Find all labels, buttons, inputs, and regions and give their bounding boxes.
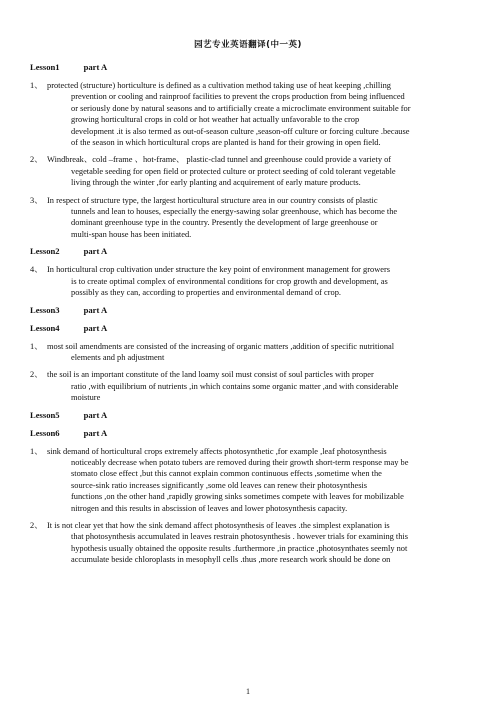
text-line: sink demand of horticultural crops extremely affects photosynthetic ,for example ,leaf photosynthesis — [47, 446, 387, 456]
paragraph-text — [47, 520, 470, 566]
text-line: possibly as they can, according to properties and environmental demand of crop. — [71, 288, 342, 298]
lesson-heading — [30, 427, 470, 440]
paragraph-text — [47, 195, 470, 241]
text-line: development .it is also termed as out-of-season culture ,season-off culture or forcing culture .because — [71, 126, 410, 136]
text-line: functions ,on the other hand ,rapidly growing sinks sometimes compete with leaves for mobilizable — [71, 492, 404, 502]
numbered-paragraph — [30, 264, 470, 298]
paragraph-text — [47, 446, 470, 514]
lesson-heading — [30, 61, 470, 74]
text-line: living through the winter ,for early planting and acquirement of early mature products. — [71, 178, 361, 188]
paragraph-number: 1、 — [30, 446, 43, 456]
paragraph-text — [47, 80, 470, 148]
text-line: It is not clear yet that how the sink demand affect photosynthesis of leaves .the simplest explanation is — [47, 520, 390, 530]
text-line: dominant greenhouse type in the country. Presently the development of large greenhouse or — [71, 218, 378, 228]
paragraph-number: 1、 — [30, 341, 43, 351]
text-line: stomato close effect ,but this cannot explain common continuous effects ,sometime when the — [71, 469, 382, 479]
text-line: elements and ph adjustment — [71, 352, 165, 362]
numbered-paragraph — [30, 195, 470, 241]
numbered-paragraph — [30, 369, 470, 403]
text-line: multi-span house has been initiated. — [71, 229, 192, 239]
lesson-heading — [30, 304, 470, 317]
numbered-paragraph — [30, 520, 470, 566]
lesson-part: part A — [83, 62, 108, 72]
lesson-part: part A — [83, 409, 108, 420]
text-line: moisture — [71, 393, 101, 403]
text-line: of the season in which horticultural crops are planted is hand for their growing in open field. — [71, 138, 381, 148]
text-line: nitrogen and this results in abscission of leaves and lower photosynthesis capacity. — [71, 503, 348, 513]
lesson-label: Lesson2 — [30, 246, 60, 257]
lesson-part: part A — [83, 427, 108, 438]
text-line: In respect of structure type, the largest horticultural structure area in our country consists of plastic — [47, 195, 378, 205]
lesson-part: part A — [83, 304, 108, 315]
numbered-paragraph — [30, 446, 470, 514]
document-title: 园艺专业英语翻译(中一英) — [194, 40, 302, 50]
text-line: prevention or cooling and rainproof facilities to prevent the crops production from being influenced — [71, 92, 405, 102]
lesson-part: part A — [83, 246, 108, 257]
lesson-heading — [30, 322, 470, 335]
text-line: vegetable seeding for open field or protected culture or protect seeding of cold tolerant vegetable — [71, 166, 396, 176]
text-line: accumulate beside chloroplasts in mesophyll cells .thus ,more research work should be done on — [71, 555, 391, 565]
paragraph-text — [47, 264, 470, 298]
text-line: or seriously done by natural seasons and to artificially create a microclimate environment suitable for — [71, 103, 411, 113]
document-body — [30, 56, 470, 570]
paragraph-text — [47, 369, 470, 403]
text-line: ratio ,with equilibrium of nutrients ,in which contains some organic matter ,and with considerable — [71, 381, 399, 391]
lesson-label: Lesson6 — [30, 427, 60, 438]
paragraph-number: 2、 — [30, 155, 43, 165]
text-line: source-sink ratio increases significantly ,some old leaves can renew their photosynthesis — [71, 480, 368, 490]
paragraph-number: 2、 — [30, 520, 43, 530]
text-line: tunnels and lean to houses, especially the energy-sawing solar greenhouse, which has become the — [71, 207, 398, 217]
paragraph-number: 2、 — [30, 370, 43, 380]
paragraph-text — [47, 154, 470, 188]
text-line: In horticultural crop cultivation under structure the key point of environment management for growers — [47, 265, 391, 275]
lesson-heading — [30, 245, 470, 258]
text-line: hypothesis usually obtained the opposite results .furthermore ,in practice ,photosynthates seemly not — [71, 543, 408, 553]
lesson-heading — [30, 409, 470, 422]
text-line: protected (structure) horticulture is defined as a cultivation method taking use of heat keeping ,chilling — [47, 81, 391, 90]
lesson-label: Lesson3 — [30, 304, 60, 315]
numbered-paragraph — [30, 341, 470, 364]
numbered-paragraph — [30, 154, 470, 188]
lesson-label: Lesson5 — [30, 409, 60, 420]
text-line: growing horticultural crops in cold or hot weather hat actually unfavorable to the crop — [71, 115, 360, 125]
paragraph-number: 1、 — [30, 81, 43, 90]
lesson-part: part A — [83, 322, 108, 333]
page-number: 1 — [246, 687, 250, 696]
text-line: the soil is an important constitute of the land loamy soil must consist of soul particles with proper — [47, 370, 374, 380]
paragraph-text — [47, 341, 470, 364]
text-line: is to create optimal complex of environmental conditions for crop growth and development, as — [71, 276, 388, 286]
lesson-label: Lesson4 — [30, 322, 60, 333]
text-line: that photosynthesis accumulated in leaves restrain photosynthesis . however trials for examining this — [71, 532, 409, 542]
text-line: Windbreak、cold –frame 、hot-frame、 plastic-clad tunnel and greenhouse could provide a variety of — [47, 155, 392, 165]
numbered-paragraph — [30, 80, 470, 148]
paragraph-number: 3、 — [30, 195, 43, 205]
text-line: noticeably decrease when potato tubers are removed during their growth short-term response may be — [71, 457, 409, 467]
lesson-label: Lesson1 — [30, 62, 60, 72]
paragraph-number: 4、 — [30, 265, 43, 275]
text-line: most soil amendments are consisted of the increasing of organic matters ,addition of specific nutritional — [47, 341, 395, 351]
